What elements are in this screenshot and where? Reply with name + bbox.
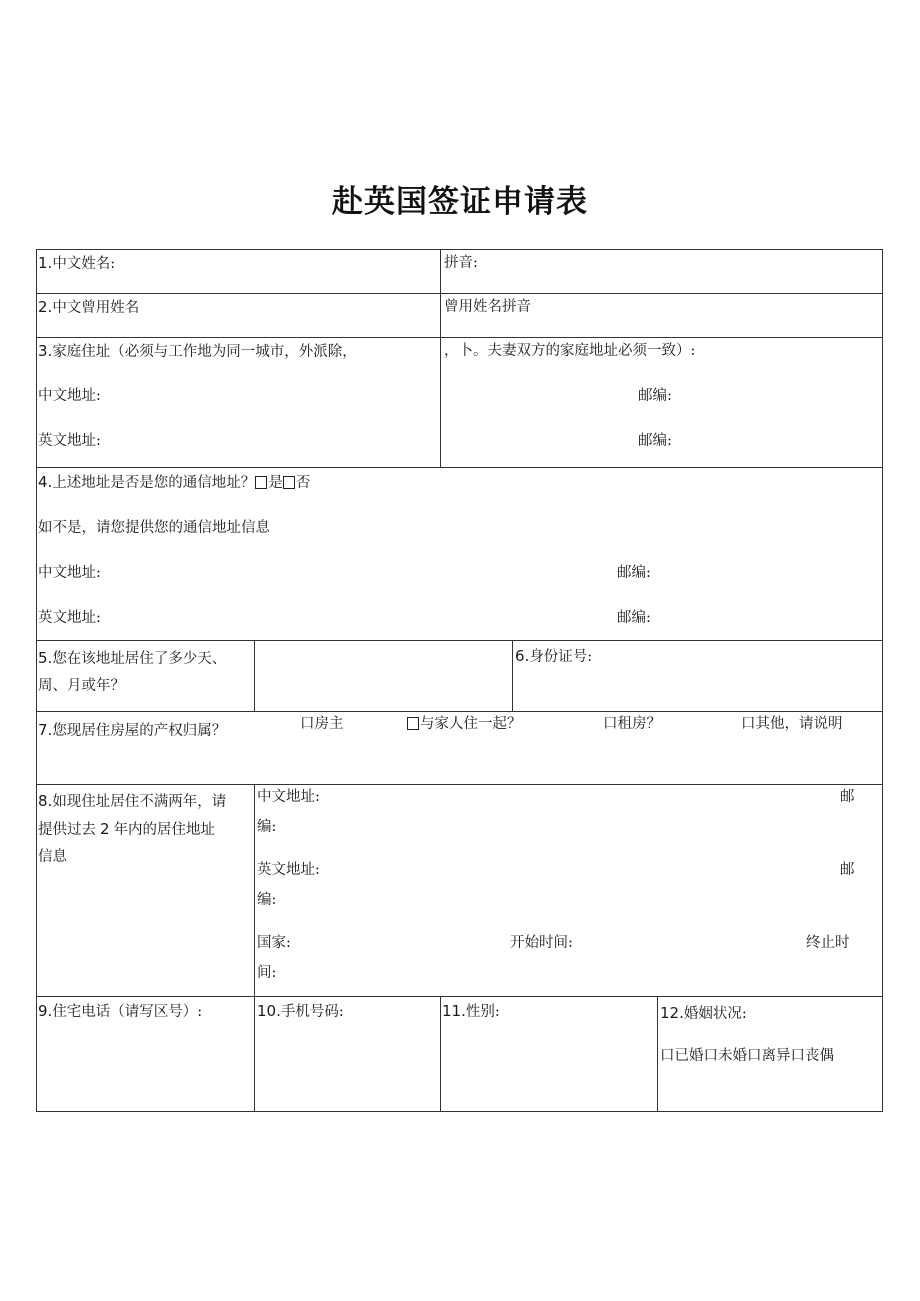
residence-duration-label: 5.您在该地址居住了多少天、	[38, 649, 227, 667]
end-time-label: 终止时	[806, 935, 850, 951]
row-divider	[36, 640, 883, 641]
marital-status-options[interactable]: 口已婚口未婚口离异口丧偶	[660, 1048, 834, 1064]
option-other[interactable]: 口其他，请说明	[741, 716, 843, 732]
previous-address-label-cont: 提供过去 2 年内的居住地址	[38, 820, 216, 838]
column-divider	[254, 640, 255, 711]
column-divider	[512, 640, 513, 711]
home-address-note: ，卜。夫妻双方的家庭地址必须一致）:	[444, 343, 696, 359]
no-checkbox[interactable]	[283, 476, 295, 489]
column-divider	[657, 996, 658, 1112]
no-option-label: 否	[295, 475, 311, 491]
pinyin-field-label: 拼音:	[444, 255, 478, 271]
home-cn-postcode-label: 邮编:	[638, 388, 672, 404]
country-label: 国家:	[257, 935, 291, 951]
home-en-postcode-label: 邮编:	[638, 433, 672, 449]
column-divider	[440, 996, 441, 1112]
mobile-number-label: 10.手机号码:	[257, 1002, 344, 1020]
row-divider	[36, 467, 883, 468]
with-family-checkbox[interactable]	[407, 717, 419, 730]
yes-checkbox[interactable]	[255, 476, 267, 489]
home-cn-address-label: 中文地址:	[38, 388, 101, 404]
mailing-address-question: 4.上述地址是否是您的通信地址？ 是 否	[38, 473, 311, 491]
option-owner[interactable]: 口房主	[300, 716, 344, 732]
previous-cn-address-label: 中文地址:	[257, 789, 320, 805]
mailing-en-postcode-label: 邮编:	[617, 610, 651, 626]
mailing-address-instruction: 如不是，请您提供您的通信地址信息	[38, 520, 270, 536]
mailing-cn-postcode-label: 邮编:	[617, 565, 651, 581]
row-divider	[36, 293, 883, 294]
row-divider	[36, 996, 883, 997]
chinese-name-field-label: 1.中文姓名:	[38, 254, 116, 272]
mailing-en-address-label: 英文地址:	[38, 610, 101, 626]
previous-cn-postcode-label: 邮	[840, 789, 855, 805]
previous-address-label-end: 信息	[38, 849, 67, 865]
mailing-cn-address-label: 中文地址:	[38, 565, 101, 581]
start-time-label: 开始时间:	[510, 935, 573, 951]
home-address-label: 3.家庭住址（必须与工作地为同一城市，外派除，	[38, 342, 357, 360]
previous-en-postcode-label: 邮	[840, 862, 855, 878]
end-time-label-cont: 间:	[257, 965, 277, 981]
former-name-pinyin-label: 曾用姓名拼音	[444, 299, 531, 315]
row-divider	[36, 784, 883, 785]
column-divider	[440, 249, 441, 467]
gender-label: 11.性别:	[442, 1002, 500, 1020]
yes-option-label: 是	[268, 475, 283, 491]
mobile-number-input[interactable]	[256, 1026, 438, 1110]
previous-en-postcode-label-cont: 编:	[257, 892, 277, 908]
row-divider	[36, 711, 883, 712]
gender-input[interactable]	[442, 1026, 655, 1110]
former-name-field-label: 2.中文曾用姓名	[38, 298, 140, 316]
page-title: 赴英国签证申请表	[332, 184, 588, 220]
option-with-family[interactable]: 与家人住一起？	[407, 714, 522, 734]
residence-duration-label-cont: 周、月或年？	[38, 678, 125, 694]
home-en-address-label: 英文地址:	[38, 433, 101, 449]
option-rent[interactable]: 口租房？	[603, 716, 661, 732]
id-number-input[interactable]	[514, 668, 880, 709]
id-number-label: 6.身份证号:	[515, 647, 593, 665]
column-divider	[254, 784, 255, 1112]
home-phone-label: 9.住宅电话（请写区号）:	[38, 1002, 203, 1020]
residence-duration-input[interactable]	[256, 642, 510, 709]
previous-address-label: 8.如现住址居住不满两年，请	[38, 792, 227, 810]
marital-status-label: 12.婚姻状况:	[660, 1004, 747, 1022]
home-phone-input[interactable]	[38, 1026, 252, 1110]
previous-cn-postcode-label-cont: 编:	[257, 819, 277, 835]
previous-en-address-label: 英文地址:	[257, 862, 320, 878]
row-divider	[36, 337, 883, 338]
housing-ownership-label: 7.您现居住房屋的产权归属？	[38, 721, 227, 739]
